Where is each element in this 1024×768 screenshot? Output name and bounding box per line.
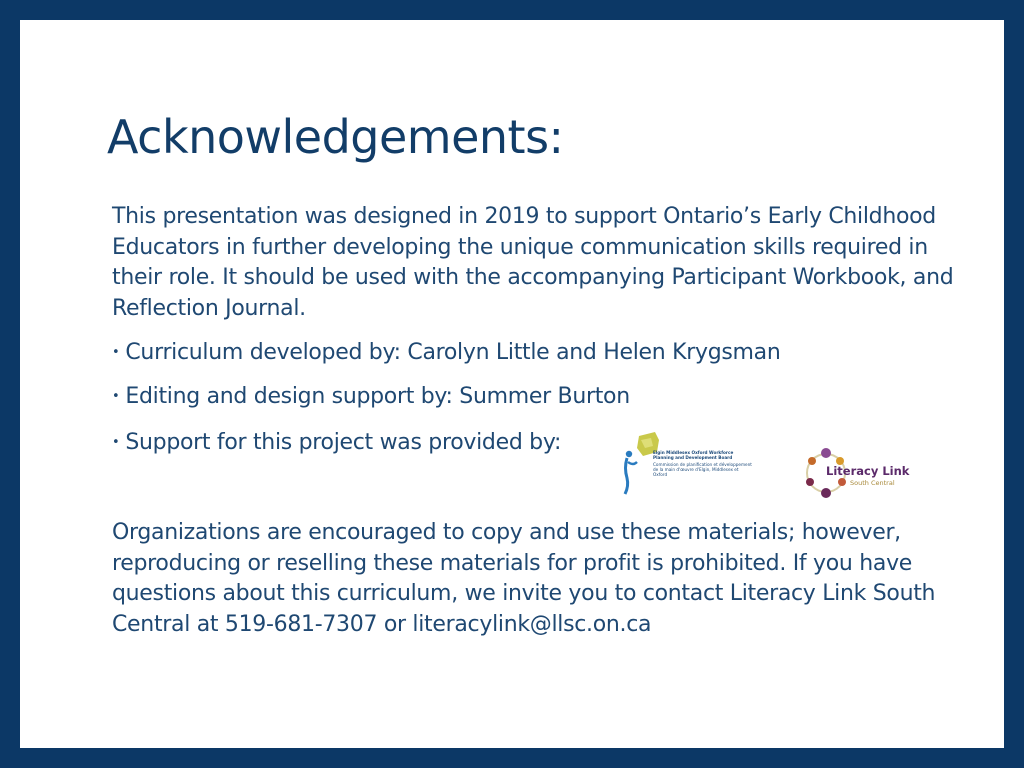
outro-paragraph: Organizations are encouraged to copy and use these materials; however, reproducing or reselling these materials for profit is prohibited. If you have questions about this curriculum, we invite you to contact Literacy Link South Central at 519-681-7307 or literacylink@llsc.on.ca <box>112 520 936 637</box>
literacy-link-subtitle: South Central <box>850 479 895 487</box>
bullet-curriculum <box>112 338 781 368</box>
literacy-link-logo <box>802 446 912 500</box>
slide-title: Acknowledgements: <box>107 110 564 164</box>
bullet-text: Curriculum developed by: Carolyn Little and Helen Krygsman <box>125 340 781 365</box>
bullet-editing <box>112 382 630 412</box>
emo-name-en: Elgin Middlesex Oxford Workforce Planning and Development Board <box>653 450 734 460</box>
bullet-text: Editing and design support by: Summer Burton <box>125 384 630 409</box>
slide <box>20 20 1004 748</box>
intro-paragraph: This presentation was designed in 2019 to support Ontario’s Early Childhood Educators in further developing the unique communication skills required in their role. It should be used with the accompanying Participant Workbook, and Reflection Journal. <box>112 204 954 321</box>
bullet-dot: • <box>112 435 120 450</box>
literacy-link-name: Literacy Link <box>826 464 910 478</box>
bullet-support <box>112 428 561 458</box>
bullet-dot: • <box>112 389 120 404</box>
emo-name-fr: Commission de planification et développement de la main d'œuvre d'Elgin, Middlesex et Oxford <box>653 462 752 477</box>
emo-workforce-board-logo <box>621 430 751 500</box>
bullet-text: Support for this project was provided by: <box>125 430 562 455</box>
emo-logo-text <box>653 450 753 477</box>
bullet-dot: • <box>112 345 120 360</box>
